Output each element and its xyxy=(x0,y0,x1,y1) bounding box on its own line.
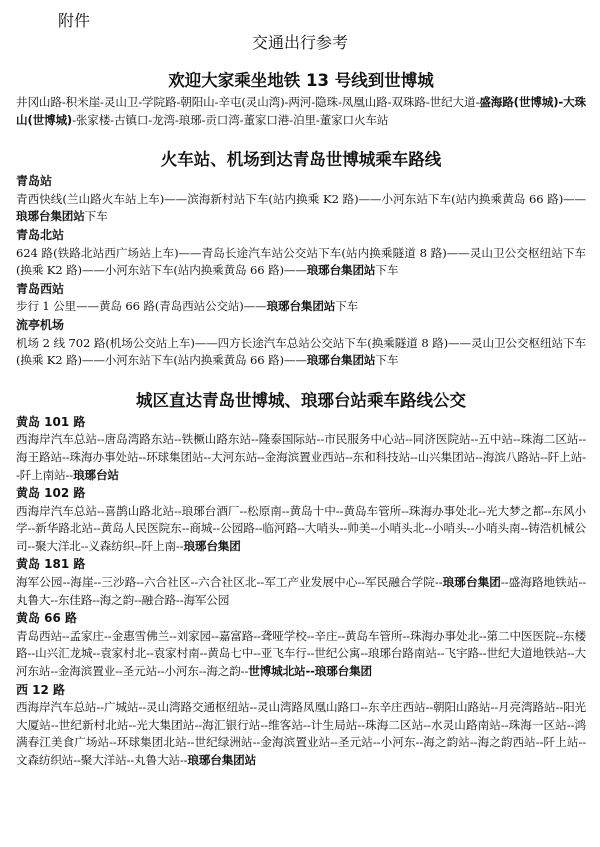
station-route-destination: 琅琊台集团站 xyxy=(306,353,376,368)
bus-route-stops xyxy=(16,699,586,769)
station-route xyxy=(16,335,586,370)
bus-route xyxy=(16,682,586,770)
bus-route xyxy=(16,414,586,484)
bus-route-destination: 琅琊台集团站 xyxy=(187,753,257,767)
metro-route-highlight: 盛海路(世博城)-大珠山(世博城) xyxy=(16,95,586,127)
bus-route-tail: --盛海路地铁站--丸鲁大--东佳路--海之韵--融合路--海军公园 xyxy=(16,575,586,607)
station-item xyxy=(16,227,586,280)
bus-route-text: 海军公园--海崖--三沙路--六合社区--六合社区北--军工产业发展中心--军民融合学院-- xyxy=(16,575,443,590)
bus-route-stops xyxy=(16,574,586,609)
station-item xyxy=(16,281,586,316)
bus-route-text: 西海岸汽车总站--唐岛湾路东站--铁橛山路东站--隆泰国际站--市民服务中心站--同济医院站--五中站--珠海二区站--海王路站--珠海办事处站--环球集团站--大河东站--金海滨置业西站--东和科技站--山兴集团站--海滨八路站--阡上站--阡上南站-- xyxy=(16,432,586,482)
bus-route-text: 西海岸汽车总站--喜鹊山路北站--琅琊台酒厂--松原南--黄岛十中--黄岛车管所--珠海办事处北--光大梦之都--东风小学--新华路北站--黄岛人民医院东--商城--公园路--临河路--大哨头--帅美--小哨头北--小哨头--小哨头南--铸浩机械公司--聚大洋北--义森纺织--阡上南-- xyxy=(16,503,586,553)
bus-heading: 城区直达青岛世博城、琅琊台站乘车路线公交 xyxy=(136,390,466,410)
bus-route-destination: 琅琊台集团 xyxy=(442,575,501,590)
bus-route-stops xyxy=(16,431,586,484)
station-route-tail: 下车 xyxy=(335,299,359,314)
bus-route-name: 黄岛 66 路 xyxy=(16,611,78,626)
appendix-label: 附件 xyxy=(58,11,91,30)
bus-route-destination: 世博城北站--琅琊台集团 xyxy=(248,664,372,679)
station-route-destination: 琅琊台集团站 xyxy=(16,209,85,224)
bus-route-text: 西海岸汽车总站--广城站--灵山湾路交通枢纽站--灵山湾路凤凰山路口--东辛庄西站--朝阳山路站--月亮湾路站--阳光大厦站--世纪新村北站--光大集团站--海汇银行站--维客站--计生局站--珠海二区站--水灵山路南站--珠海一区站--鸿满春江美食广场站--环球集团北站--世纪绿洲站--金海滨置业站--圣元站--小河东--海之韵站--海之韵西站--阡上站--文森纺织站--聚大洋站--丸鲁大站-- xyxy=(16,700,586,767)
station-route-text: 步行 1 公里——黄岛 66 路(青岛西站公交站)—— xyxy=(16,299,267,314)
bus-route xyxy=(16,485,586,555)
station-name: 青岛北站 xyxy=(16,227,65,242)
station-route-destination: 琅琊台集团站 xyxy=(306,263,376,278)
station-name: 青岛站 xyxy=(16,174,53,189)
bus-route xyxy=(16,610,586,680)
bus-route-destination: 琅琊台集团 xyxy=(183,538,241,553)
station-route-tail: 下车 xyxy=(375,353,399,368)
station-route xyxy=(16,191,586,226)
station-name: 流亭机场 xyxy=(16,317,65,332)
station-route-tail: 下车 xyxy=(375,263,399,278)
station-route-text: 机场 2 线 702 路(机场公交站上车)——四方长途汽车总站公交站下车(换乘隧道 8 路)——灵山卫公交枢纽站下车(换乘 K2 路)——小河东站下车(站内换乘黄岛 66 路)—— xyxy=(16,335,586,368)
bus-route-stops xyxy=(16,628,586,681)
bus-route-name: 西 12 路 xyxy=(16,682,66,697)
bus-route-stops xyxy=(16,503,586,556)
station-list xyxy=(16,173,586,370)
station-item xyxy=(16,317,586,370)
station-route-text: 624 路(铁路北站西广场站上车)——青岛长途汽车站公交站下车(站内换乘隧道 8 路)——灵山卫公交枢纽站下车(换乘 K2 路)——小河东站下车(站内换乘黄岛 66 路)—— xyxy=(16,245,586,278)
metro-route-part-a: 井冈山路-积米崖-灵山卫-学院路-朝阳山-辛屯(灵山湾)-两河-隐珠-凤凰山路-双珠路-世纪大道- xyxy=(16,95,480,109)
document-title: 交通出行参考 xyxy=(251,33,348,52)
station-item xyxy=(16,173,586,226)
station-route-text: 青西快线(兰山路火车站上车)——滨海新村站下车(站内换乘 K2 路)——小河东站下车(站内换乘黄岛 66 路)—— xyxy=(16,191,586,206)
station-name: 青岛西站 xyxy=(16,281,65,296)
bus-route-name: 黄岛 101 路 xyxy=(16,414,86,429)
metro-route-part-b: -张家楼-古镇口-龙湾-琅琊-贡口湾-董家口港-泊里-董家口火车站 xyxy=(72,112,389,127)
station-route-destination: 琅琊台集团站 xyxy=(266,299,336,314)
bus-route-destination: 琅琊台站 xyxy=(73,467,119,482)
station-heading: 火车站、机场到达青岛世博城乘车路线 xyxy=(160,150,442,170)
station-route xyxy=(16,298,586,316)
station-route xyxy=(16,245,586,280)
bus-route-name: 黄岛 102 路 xyxy=(16,486,86,501)
bus-route xyxy=(16,556,586,609)
bus-route-list xyxy=(16,414,586,770)
station-route-tail: 下车 xyxy=(84,209,108,224)
metro-heading: 欢迎大家乘坐地铁 13 号线到世博城 xyxy=(168,71,434,90)
bus-route-text: 青岛西站--孟家庄--金惠雪佛兰--刘家园--嘉富路--聋哑学校--辛庄--黄岛车管所--珠海办事处北--第二中医医院--东楼路--山兴汇龙城--袁家村北--袁家村南--黄岛七中--亚飞车行--世纪公寓--琅琊台路南站--飞宇路--世纪大道地铁站--大河东站--金海滨置业--圣元站--小河东--海之韵-- xyxy=(16,628,586,679)
document-body xyxy=(16,70,586,770)
metro-route xyxy=(16,94,586,129)
bus-route-name: 黄岛 181 路 xyxy=(16,557,86,572)
